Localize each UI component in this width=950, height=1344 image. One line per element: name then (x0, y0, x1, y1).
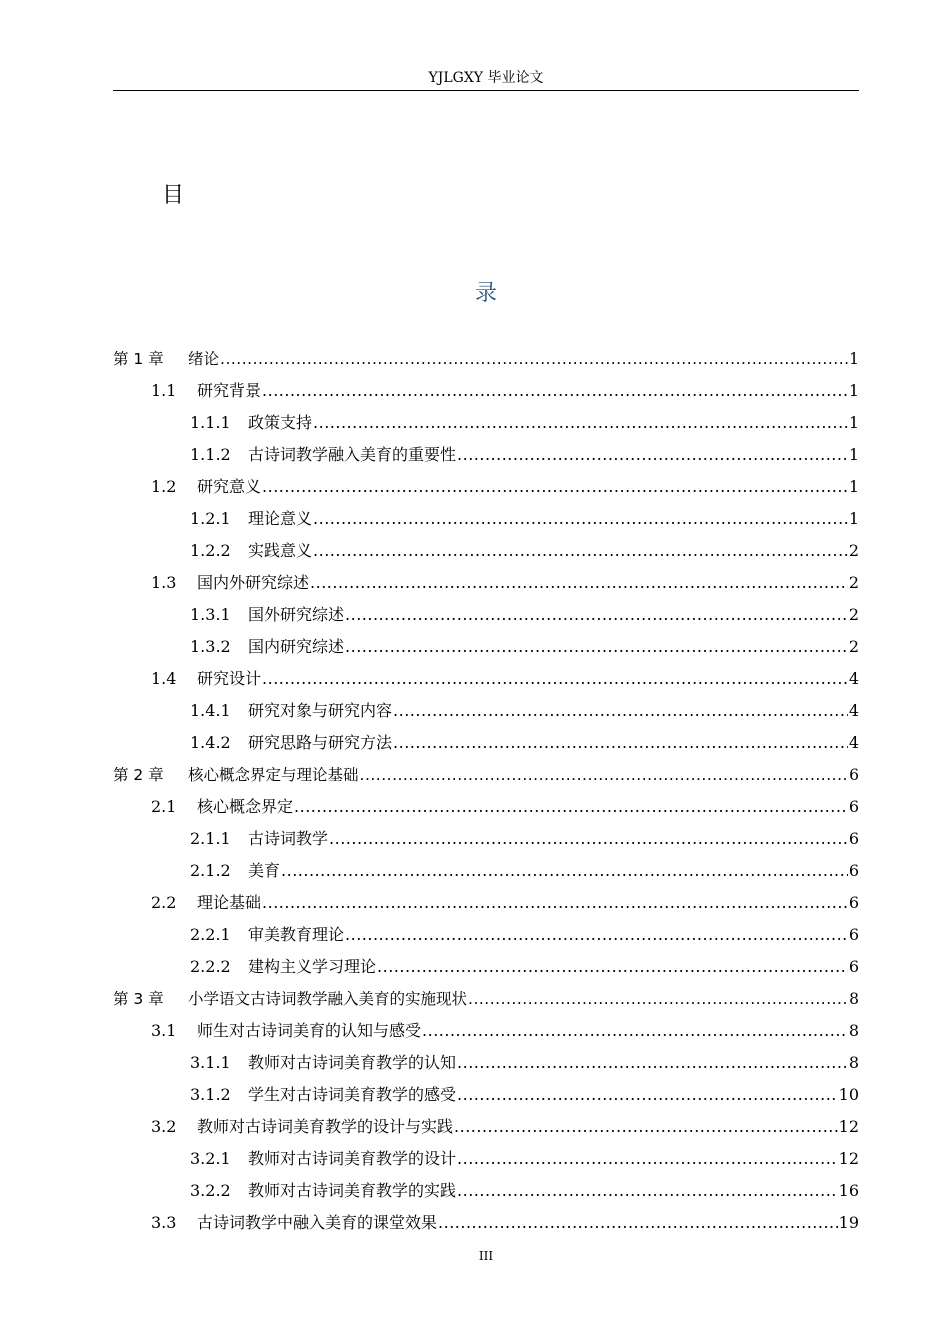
toc-entry-number: 第 1 章 (113, 350, 164, 368)
toc-entry-number: 3.2.1 (190, 1149, 231, 1168)
toc-entry-page: 1 (848, 413, 859, 432)
toc-entry-number: 3.2 (151, 1117, 177, 1136)
toc-entry-page: 1 (849, 350, 859, 368)
toc-entry-title: 教师对古诗词美育教学的设计与实践 (197, 1117, 454, 1136)
toc-entry-title: 小学语文古诗词教学融入美育的实施现状 (188, 990, 468, 1008)
toc-entry-page: 8 (848, 1021, 859, 1040)
toc-title-char-2: 录 (474, 281, 497, 306)
toc-entry-page: 2 (848, 637, 859, 656)
toc-entry[interactable] (113, 757, 859, 789)
toc-dot-leader (313, 509, 848, 529)
toc-entry-page: 19 (838, 1213, 859, 1232)
toc-entry-page: 4 (848, 669, 859, 688)
toc-entry-number: 1.3 (151, 573, 177, 592)
toc-entry[interactable] (113, 789, 859, 821)
toc-dot-leader (329, 829, 848, 849)
toc-entry-number: 1.3.1 (190, 605, 231, 624)
toc-entry-number: 2.2.1 (190, 925, 231, 944)
toc-entry-title: 实践意义 (248, 541, 313, 560)
toc-title-char-1: 目 (162, 183, 185, 208)
toc-entry-number: 1.3.2 (190, 637, 231, 656)
toc-entry-number: 3.2.2 (190, 1181, 231, 1200)
toc-dot-leader (457, 1053, 848, 1073)
toc-entry-number: 1.2.1 (190, 509, 231, 528)
toc-entry[interactable] (113, 533, 859, 565)
toc-entry-title: 古诗词教学融入美育的重要性 (248, 445, 457, 464)
toc-entry-title: 研究对象与研究内容 (248, 701, 393, 720)
toc-dot-leader (393, 733, 848, 753)
toc-entry-page: 6 (849, 766, 859, 784)
toc-entry-page: 4 (848, 701, 859, 720)
toc-entry-title: 国内外研究综述 (197, 573, 310, 592)
toc-dot-leader (345, 925, 848, 945)
toc-entry-number: 3.3 (151, 1213, 177, 1232)
toc-entry[interactable] (113, 949, 859, 981)
toc-entry-title: 研究思路与研究方法 (248, 733, 393, 752)
toc-entry-title: 建构主义学习理论 (248, 957, 377, 976)
toc-dot-leader (313, 541, 848, 561)
toc-entry[interactable] (113, 501, 859, 533)
table-of-contents (113, 341, 859, 1237)
toc-dot-leader (294, 797, 848, 817)
toc-dot-leader (345, 605, 848, 625)
toc-entry-number: 2.1 (151, 797, 177, 816)
toc-entry-title: 核心概念界定与理论基础 (188, 766, 359, 784)
toc-entry-number: 2.1.1 (190, 829, 231, 848)
toc-entry-number: 2.1.2 (190, 861, 231, 880)
toc-entry-page: 10 (838, 1085, 859, 1104)
toc-entry[interactable] (113, 1077, 859, 1109)
toc-entry[interactable] (113, 853, 859, 885)
toc-entry-title: 研究意义 (197, 477, 262, 496)
toc-entry-page: 12 (838, 1117, 859, 1136)
toc-entry-title: 审美教育理论 (248, 925, 345, 944)
toc-dot-leader (220, 349, 848, 369)
toc-entry-page: 12 (838, 1149, 859, 1168)
toc-entry-number: 1.1.1 (190, 413, 231, 432)
toc-entry-title: 研究背景 (197, 381, 262, 400)
toc-entry-title: 理论基础 (197, 893, 262, 912)
toc-entry[interactable] (113, 1109, 859, 1141)
toc-entry[interactable] (113, 661, 859, 693)
page-header: YJLGXY 毕业论文 (113, 67, 859, 91)
toc-entry-title: 教师对古诗词美育教学的实践 (248, 1181, 457, 1200)
toc-entry-page: 2 (848, 573, 859, 592)
toc-entry-page: 16 (838, 1181, 859, 1200)
toc-entry-page: 8 (849, 990, 859, 1008)
toc-entry-number: 1.4 (151, 669, 177, 688)
toc-entry-title: 学生对古诗词美育教学的感受 (248, 1085, 457, 1104)
toc-entry-number: 3.1.1 (190, 1053, 231, 1072)
toc-dot-leader (468, 989, 848, 1009)
toc-dot-leader (377, 957, 848, 977)
toc-entry-title: 国内研究综述 (248, 637, 345, 656)
toc-entry[interactable] (113, 405, 859, 437)
toc-entry-page: 4 (848, 733, 859, 752)
toc-dot-leader (454, 1117, 838, 1137)
page-number: III (478, 1249, 494, 1263)
toc-entry-number: 1.4.1 (190, 701, 231, 720)
toc-entry[interactable] (113, 821, 859, 853)
toc-entry[interactable] (113, 565, 859, 597)
toc-entry[interactable] (113, 725, 859, 757)
toc-entry[interactable] (113, 917, 859, 949)
toc-dot-leader (281, 861, 848, 881)
toc-entry-number: 2.2 (151, 893, 177, 912)
toc-entry-page: 1 (848, 445, 859, 464)
toc-entry-number: 1.2.2 (190, 541, 231, 560)
toc-dot-leader (360, 765, 849, 785)
toc-entry-page: 2 (848, 605, 859, 624)
toc-entry-page: 1 (848, 509, 859, 528)
toc-entry[interactable] (113, 469, 859, 501)
toc-dot-leader (262, 477, 848, 497)
toc-entry[interactable] (113, 1013, 859, 1045)
toc-entry-page: 6 (848, 797, 859, 816)
toc-entry-title: 古诗词教学 (248, 829, 329, 848)
toc-entry-page: 8 (848, 1053, 859, 1072)
toc-entry-page: 1 (848, 477, 859, 496)
toc-entry-title: 政策支持 (248, 413, 313, 432)
toc-entry[interactable] (113, 693, 859, 725)
toc-entry[interactable] (113, 629, 859, 661)
toc-entry-title: 理论意义 (248, 509, 313, 528)
toc-entry-page: 1 (848, 381, 859, 400)
toc-entry-title: 古诗词教学中融入美育的课堂效果 (197, 1213, 438, 1232)
toc-entry-title: 美育 (248, 861, 281, 880)
toc-dot-leader (457, 445, 848, 465)
toc-entry-number: 3.1 (151, 1021, 177, 1040)
toc-entry-number: 1.2 (151, 477, 177, 496)
toc-dot-leader (310, 573, 848, 593)
toc-dot-leader (262, 669, 848, 689)
toc-entry-title: 研究设计 (197, 669, 262, 688)
toc-entry-number: 第 3 章 (113, 990, 164, 1008)
toc-entry[interactable] (113, 437, 859, 469)
toc-entry[interactable] (113, 885, 859, 917)
toc-entry-title: 师生对古诗词美育的认知与感受 (197, 1021, 422, 1040)
toc-entry[interactable] (113, 1173, 859, 1205)
toc-entry-page: 6 (848, 829, 859, 848)
toc-dot-leader (262, 381, 848, 401)
toc-dot-leader (422, 1021, 848, 1041)
toc-dot-leader (457, 1085, 838, 1105)
toc-dot-leader (262, 893, 848, 913)
toc-dot-leader (345, 637, 848, 657)
toc-entry-page: 6 (848, 861, 859, 880)
toc-entry[interactable] (113, 597, 859, 629)
toc-entry-title: 教师对古诗词美育教学的认知 (248, 1053, 457, 1072)
toc-entry-number: 3.1.2 (190, 1085, 231, 1104)
toc-entry[interactable] (113, 1205, 859, 1237)
toc-dot-leader (457, 1149, 838, 1169)
toc-entry-page: 2 (848, 541, 859, 560)
toc-entry-title: 国外研究综述 (248, 605, 345, 624)
toc-entry[interactable] (113, 981, 859, 1013)
toc-entry-page: 6 (848, 893, 859, 912)
toc-entry[interactable] (113, 373, 859, 405)
toc-entry[interactable] (113, 341, 859, 373)
toc-entry-number: 1.1.2 (190, 445, 231, 464)
toc-dot-leader (393, 701, 848, 721)
toc-entry-page: 6 (848, 925, 859, 944)
toc-entry-number: 2.2.2 (190, 957, 231, 976)
toc-entry-title: 教师对古诗词美育教学的设计 (248, 1149, 457, 1168)
toc-entry-number: 第 2 章 (113, 766, 164, 784)
toc-entry-number: 1.4.2 (190, 733, 231, 752)
toc-dot-leader (438, 1213, 838, 1233)
toc-entry-title: 核心概念界定 (197, 797, 294, 816)
toc-entry-page: 6 (848, 957, 859, 976)
toc-entry[interactable] (113, 1045, 859, 1077)
toc-entry-number: 1.1 (151, 381, 177, 400)
toc-entry-title: 绪论 (188, 350, 220, 368)
toc-entry[interactable] (113, 1141, 859, 1173)
toc-dot-leader (313, 413, 848, 433)
toc-dot-leader (457, 1181, 838, 1201)
